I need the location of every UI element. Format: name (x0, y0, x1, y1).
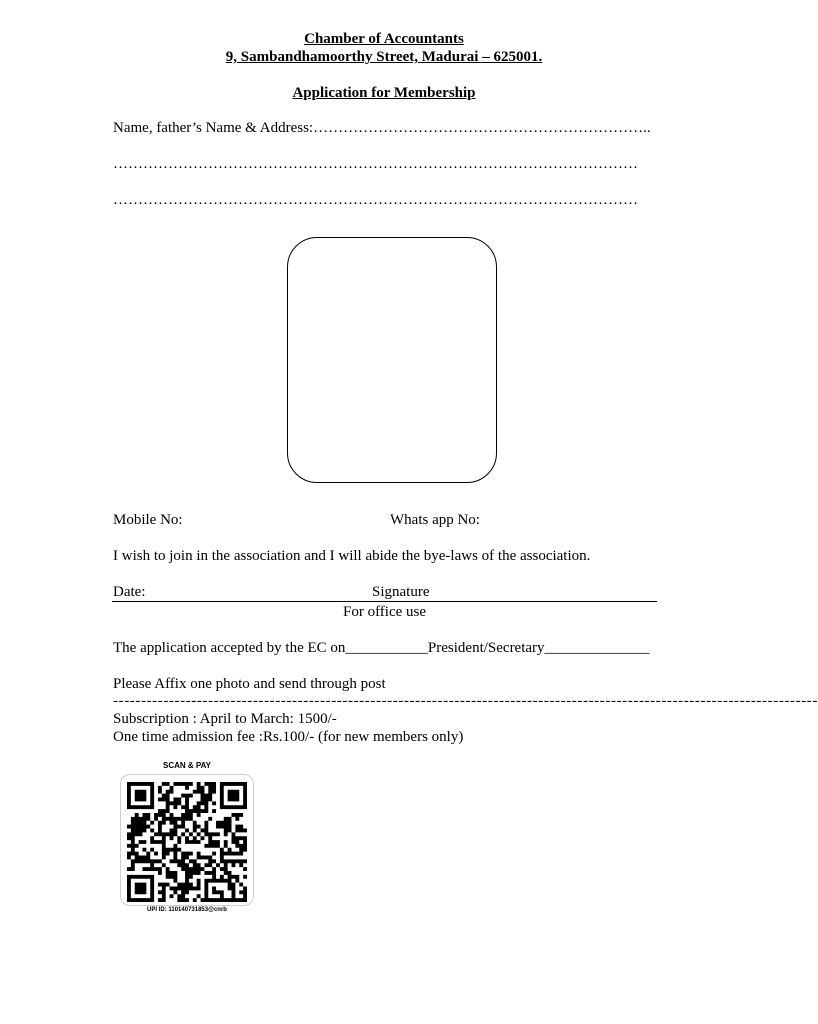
accepted-text: The application accepted by the EC on___________President/Secretary______________ (113, 640, 650, 656)
signature-label: Signature (372, 584, 430, 600)
form-title: Application for Membership (292, 85, 476, 101)
declaration-text: I wish to join in the association and I will abide the bye-laws of the association. (113, 548, 591, 564)
org-name: Chamber of Accountants (304, 31, 464, 47)
whatsapp-label: Whats app No: (390, 512, 480, 528)
qr-code-icon (125, 782, 249, 902)
scan-pay-title: SCAN & PAY (162, 761, 211, 770)
address-dots-line-3: …………………………………………………………………………………………… (113, 192, 638, 208)
mobile-label: Mobile No: (113, 512, 183, 528)
name-address-dots: ………………………………………………………….. (313, 120, 651, 136)
upi-id: UPI ID: 110140731853@cnrb (147, 907, 227, 913)
name-address-label: Name, father’s Name & Address: (113, 120, 314, 136)
date-label: Date: (113, 584, 146, 600)
subscription-text: Subscription : April to March: 1500/- (113, 711, 337, 727)
divider-line (112, 601, 657, 602)
admission-fee-text: One time admission fee :Rs.100/- (for new members only) (113, 729, 464, 745)
org-address: 9, Sambandhamoorthy Street, Madurai – 625001. (225, 49, 543, 65)
affix-note: Please Affix one photo and send through post (113, 676, 386, 692)
photo-placeholder (287, 237, 497, 483)
address-dots-line-2: …………………………………………………………………………………………… (113, 156, 638, 172)
dashed-separator: ------------------------------------------------------------------------------------------------------------------------------ (113, 693, 818, 709)
office-use-title: For office use (343, 604, 427, 620)
name-address-field (113, 119, 651, 137)
